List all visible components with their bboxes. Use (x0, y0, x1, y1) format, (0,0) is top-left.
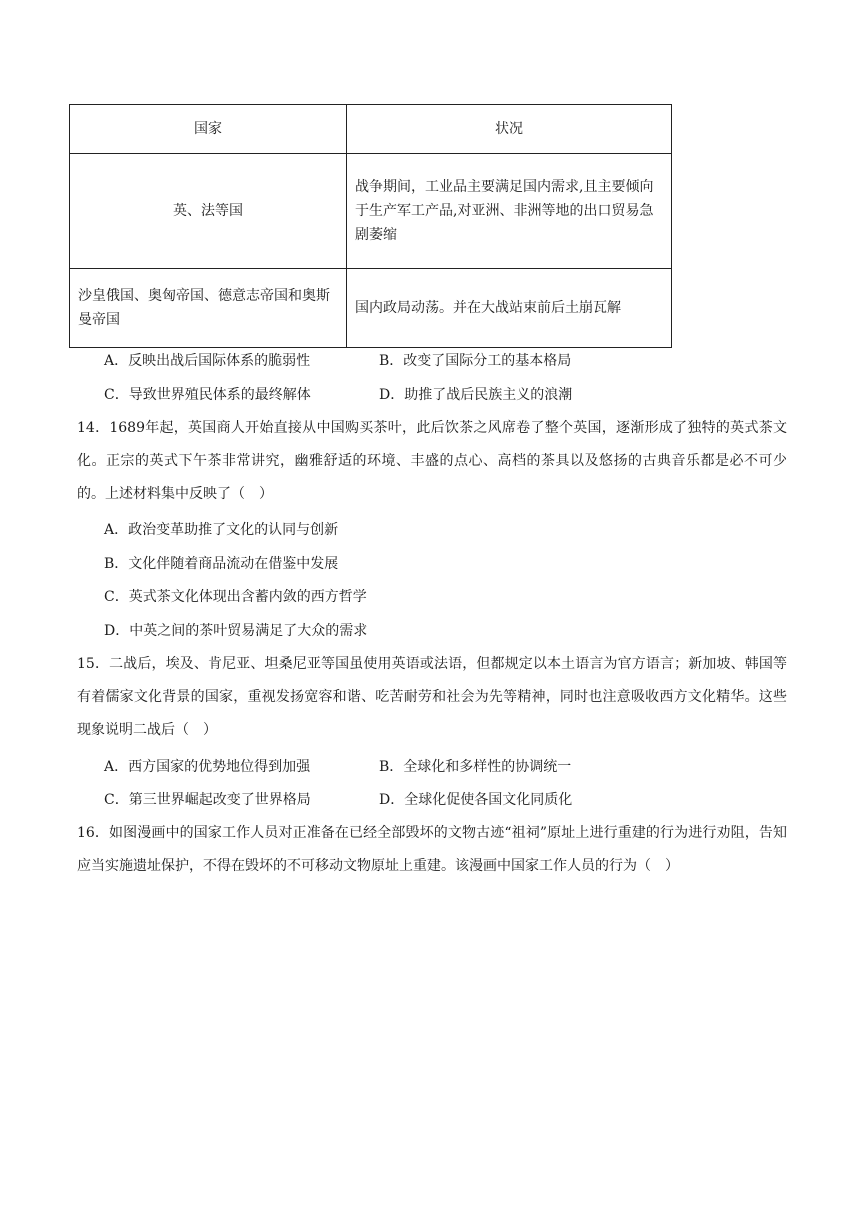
q13-option-b: B．改变了国际分工的基本格局 (379, 353, 572, 369)
q14-option-d: D．中英之间的茶叶贸易满足了大众的需求 (104, 623, 368, 639)
q15-option-a: A．西方国家的优势地位得到加强 (104, 759, 311, 775)
comparison-table (69, 104, 672, 348)
q14-option-c: C．英式茶文化体现出含蓄内敛的西方哲学 (104, 589, 367, 605)
q15-option-c: C．第三世界崛起改变了世界格局 (104, 792, 311, 808)
q13-option-c: C．导致世界殖民体系的最终解体 (104, 387, 311, 403)
table-row (70, 154, 672, 269)
table-header-status: 状况 (347, 105, 672, 154)
q15-stem: 15．二战后，埃及、肯尼亚、坦桑尼亚等国虽使用英语或法语，但都规定以本土语言为官方语言；新加坡、韩国等有着儒家文化背景的国家，重视发扬宽容和谐、吃苦耐劳和社会为先等精神，同时也注意吸收西方文化精华。这些现象说明二战后（ ） (77, 656, 787, 738)
q13-option-a: A．反映出战后国际体系的脆弱性 (104, 353, 311, 369)
q13-option-d: D．助推了战后民族主义的浪潮 (379, 387, 573, 403)
table-cell-country: 沙皇俄国、奥匈帝国、德意志帝国和奥斯曼帝国 (70, 269, 347, 348)
table-row (70, 269, 672, 348)
table-header-row (70, 105, 672, 154)
q14-option-b: B．文化伴随着商品流动在借鉴中发展 (104, 556, 339, 572)
q16-stem: 16．如图漫画中的国家工作人员对正准备在已经全部毁坏的文物古迹“祖祠”原址上进行重建的行为进行劝阻，告知应当实施遗址保护，不得在毁坏的不可移动文物原址上重建。该漫画中国家工作人员的行为（ ） (77, 825, 787, 874)
q15-option-d: D．全球化促使各国文化同质化 (379, 792, 573, 808)
table-cell-country: 英、法等国 (70, 154, 347, 269)
table-header-country: 国家 (70, 105, 347, 154)
table-cell-status: 国内政局动荡。并在大战站束前后土崩瓦解 (347, 269, 672, 348)
q14-stem: 14．1689年起，英国商人开始直接从中国购买茶叶，此后饮茶之风席卷了整个英国，逐渐形成了独特的英式茶文化。正宗的英式下午茶非常讲究，幽雅舒适的环境、丰盛的点心、高档的茶具以及悠扬的古典音乐都是必不可少的。上述材料集中反映了（ ） (77, 420, 787, 502)
q14-option-a: A．政治变革助推了文化的认同与创新 (104, 522, 339, 538)
q15-option-b: B．全球化和多样性的协调统一 (379, 759, 572, 775)
table-cell-status: 战争期间，工业品主要满足国内需求,且主要倾向于生产军工产品,对亚洲、非洲等地的出口贸易急剧萎缩 (347, 154, 672, 269)
